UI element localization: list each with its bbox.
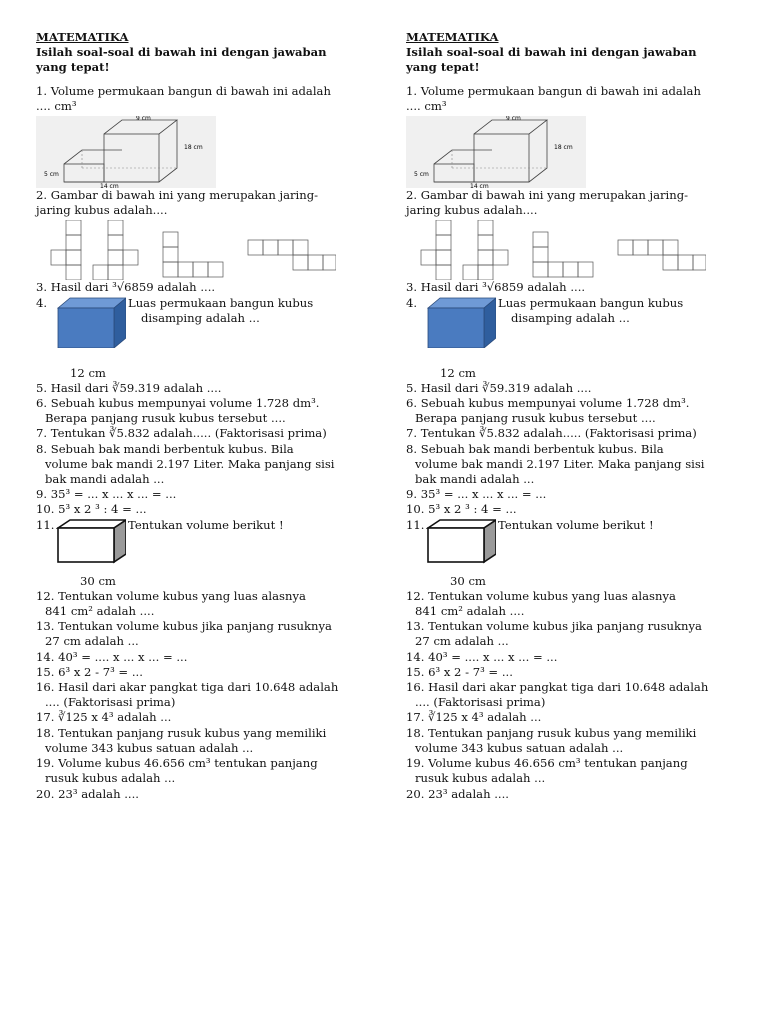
question-1-figure [36,116,386,188]
question-9: 9. 35³ = ... x ... x ... = ... [36,487,177,502]
question-12-line-1: 12. Tentukan volume kubus yang luas alasnya [36,588,306,603]
question-5: 5. Hasil dari ∛59.319 adalah .... [36,380,222,395]
instruction-line-2: yang tepat! [36,60,110,75]
gray-cube-figure [56,518,126,564]
question-11-dimension: 30 cm [80,573,116,588]
dim-5cm: 5 cm [414,171,429,179]
question-4-dimension: 12 cm [70,365,106,380]
question-8-line-1: 8. Sebuah bak mandi berbentuk kubus. Bila [36,441,294,456]
question-3: 3. Hasil dari ³√6859 adalah .... [406,280,586,295]
question-19-line-2: rusuk kubus adalah ... [415,771,546,786]
question-7: 7. Tentukan ∛5.832 adalah..... (Faktorisasi prima) [406,426,697,441]
question-9: 9. 35³ = ... x ... x ... = ... [406,487,547,502]
question-20: 20. 23³ adalah .... [36,786,139,801]
question-13-line-1: 13. Tentukan volume kubus jika panjang rusuknya [406,619,702,634]
instruction-line-2: yang tepat! [406,60,480,75]
question-4-line-1: Luas permukaan bangun kubus [128,295,314,310]
question-4-line-1: Luas permukaan bangun kubus [498,295,684,310]
question-6-line-2: Berapa panjang rusuk kubus tersebut .... [45,411,286,426]
question-16-line-2: .... (Faktorisasi prima) [45,695,176,710]
question-19-line-2: rusuk kubus adalah ... [45,771,176,786]
gray-cube-figure [426,518,496,564]
question-17: 17. ∛125 x 4³ adalah ... [36,710,172,725]
question-16-line-1: 16. Hasil dari akar pangkat tiga dari 10.648 adalah [36,680,339,695]
worksheet-title: MATEMATIKA [406,30,499,44]
instruction-line-1: Isilah soal-soal di bawah ini dengan jawaban [36,45,327,60]
question-4 [36,296,386,366]
question-18-line-1: 18. Tentukan panjang rusuk kubus yang memiliki [36,725,327,740]
question-16-line-1: 16. Hasil dari akar pangkat tiga dari 10.648 adalah [406,680,709,695]
dim-18cm: 18 cm [184,144,203,152]
question-19-line-1: 19. Volume kubus 46.656 cm³ tentukan panjang [36,756,318,771]
question-11 [406,518,756,574]
question-4-line-2: disamping adalah ... [511,310,630,325]
question-2-line-1: 2. Gambar di bawah ini yang merupakan jaring- [36,188,319,203]
worksheet-column-left [36,30,386,802]
question-7: 7. Tentukan ∛5.832 adalah..... (Faktorisasi prima) [36,426,327,441]
worksheet-column-right [406,30,756,802]
question-11 [36,518,386,574]
question-6-line-2: Berapa panjang rusuk kubus tersebut .... [415,411,656,426]
question-2-cube-nets [406,220,756,280]
question-11-number: 11. [36,517,55,532]
dim-18cm: 18 cm [554,144,573,152]
worksheet-title: MATEMATIKA [36,30,129,44]
question-4-dimension: 12 cm [440,365,476,380]
question-20: 20. 23³ adalah .... [406,786,509,801]
question-12-line-1: 12. Tentukan volume kubus yang luas alasnya [406,588,676,603]
question-2-line-1: 2. Gambar di bawah ini yang merupakan jaring- [406,188,689,203]
dim-5cm: 5 cm [44,171,59,179]
question-1-line-2: .... cm³ [36,98,77,113]
question-8-line-3: bak mandi adalah ... [415,472,535,487]
question-3: 3. Hasil dari ³√6859 adalah .... [36,280,216,295]
blue-cube-figure [56,296,126,348]
question-6-line-1: 6. Sebuah kubus mempunyai volume 1.728 dm³. [406,396,690,411]
question-8-line-3: bak mandi adalah ... [45,472,165,487]
dim-9cm: 9 cm [506,116,521,123]
question-17: 17. ∛125 x 4³ adalah ... [406,710,542,725]
question-14: 14. 40³ = .... x ... x ... = ... [36,649,188,664]
question-1-line-1: 1. Volume permukaan bangun di bawah ini adalah [36,83,331,98]
question-18-line-1: 18. Tentukan panjang rusuk kubus yang memiliki [406,725,697,740]
question-15: 15. 6³ x 2 - 7³ = ... [36,664,143,679]
question-4-number: 4. [36,295,48,310]
question-13-line-1: 13. Tentukan volume kubus jika panjang rusuknya [36,619,332,634]
question-12-line-2: 841 cm² adalah .... [415,604,525,619]
question-10: 10. 5³ x 2 ³ : 4 = ... [36,502,147,517]
blue-cube-figure [426,296,496,348]
question-13-line-2: 27 cm adalah ... [415,634,509,649]
question-13-line-2: 27 cm adalah ... [45,634,139,649]
dim-14cm: 14 cm [100,183,119,189]
question-11-text: Tentukan volume berikut ! [128,517,284,532]
question-15: 15. 6³ x 2 - 7³ = ... [406,664,513,679]
question-5: 5. Hasil dari ∛59.319 adalah .... [406,380,592,395]
question-8-line-2: volume bak mandi 2.197 Liter. Maka panjang sisi [415,456,705,471]
question-6-line-1: 6. Sebuah kubus mempunyai volume 1.728 dm³. [36,396,320,411]
question-18-line-2: volume 343 kubus satuan adalah ... [415,740,624,755]
question-18-line-2: volume 343 kubus satuan adalah ... [45,740,254,755]
question-11-text: Tentukan volume berikut ! [498,517,654,532]
question-2-line-2: jaring kubus adalah.... [36,203,168,218]
question-2-line-2: jaring kubus adalah.... [406,203,538,218]
question-14: 14. 40³ = .... x ... x ... = ... [406,649,558,664]
question-11-dimension: 30 cm [450,573,486,588]
question-10: 10. 5³ x 2 ³ : 4 = ... [406,502,517,517]
dim-9cm: 9 cm [136,116,151,123]
question-4-line-2: disamping adalah ... [141,310,260,325]
question-8-line-1: 8. Sebuah bak mandi berbentuk kubus. Bila [406,441,664,456]
question-8-line-2: volume bak mandi 2.197 Liter. Maka panjang sisi [45,456,335,471]
question-16-line-2: .... (Faktorisasi prima) [415,695,546,710]
question-4 [406,296,756,366]
question-4-number: 4. [406,295,418,310]
question-1-line-2: .... cm³ [406,98,447,113]
dim-14cm: 14 cm [470,183,489,189]
question-11-number: 11. [406,517,425,532]
instruction-line-1: Isilah soal-soal di bawah ini dengan jawaban [406,45,697,60]
question-1-figure [406,116,756,188]
question-19-line-1: 19. Volume kubus 46.656 cm³ tentukan panjang [406,756,688,771]
question-12-line-2: 841 cm² adalah .... [45,604,155,619]
question-1-line-1: 1. Volume permukaan bangun di bawah ini adalah [406,83,701,98]
question-2-cube-nets [36,220,386,280]
